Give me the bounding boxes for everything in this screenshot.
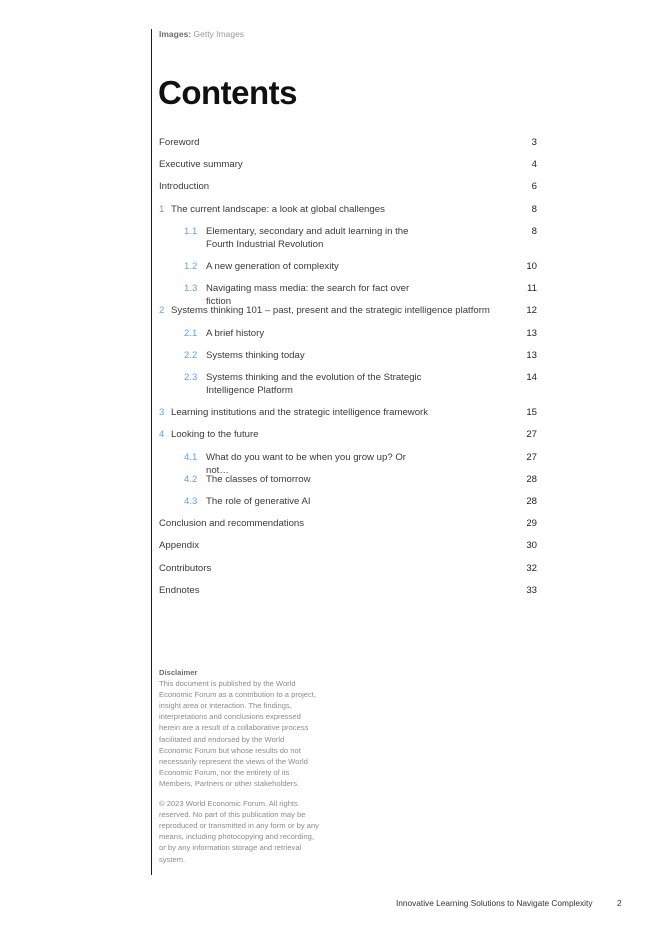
toc-entry-page: 8: [531, 226, 537, 237]
toc-entry-page: 29: [526, 518, 537, 529]
toc-entry[interactable]: [159, 327, 537, 340]
toc-entry-page: 12: [526, 305, 537, 316]
toc-entry-page: 15: [526, 407, 537, 418]
toc-entry-page: 11: [527, 283, 537, 294]
toc-entry-number: 4.2: [184, 474, 198, 485]
toc-entry-page: 27: [526, 429, 537, 440]
toc-entry[interactable]: [159, 473, 537, 486]
toc-entry-page: 28: [526, 496, 537, 507]
toc-entry[interactable]: [159, 203, 537, 216]
toc-entry-label: A brief history: [206, 328, 265, 339]
toc-entry-label: Endnotes: [159, 585, 200, 596]
toc-entry-number: 2.3: [184, 372, 198, 383]
toc-entry-label: Contributors: [159, 563, 212, 574]
toc-entry-number: 3: [159, 407, 165, 418]
toc-entry-page: 14: [526, 372, 537, 383]
toc-entry-label: Introduction: [159, 181, 210, 192]
toc-entry[interactable]: [159, 349, 537, 362]
toc-entry-label: Appendix: [159, 540, 200, 551]
toc-entry-label: What do you want to be when you grow up? Or not…: [206, 452, 406, 476]
toc-entry-label: Executive summary: [159, 159, 243, 170]
toc-entry-number: 1.2: [184, 261, 198, 272]
image-credit-value: Getty Images: [193, 29, 245, 39]
toc-entry-label: Navigating mass media: the search for fact over fiction: [206, 283, 410, 307]
toc-entry[interactable]: [159, 584, 537, 597]
toc-entry-label: Learning institutions and the strategic intelligence framework: [171, 407, 429, 418]
toc-entry-number: 4: [159, 429, 165, 440]
toc-entry-label: A new generation of complexity: [206, 261, 339, 272]
toc-entry[interactable]: [159, 517, 537, 530]
toc-entry-label: Foreword: [159, 137, 200, 148]
toc-entry-label: Elementary, secondary and adult learning in the Fourth Industrial Revolution: [206, 226, 409, 250]
toc-entry-number: 2.2: [184, 350, 198, 361]
toc-entry-label: The role of generative AI: [206, 496, 311, 507]
footer-title: Innovative Learning Solutions to Navigate Complexity: [396, 898, 593, 908]
toc-entry-page: 10: [526, 261, 537, 272]
toc-entry-number: 1.3: [184, 283, 198, 294]
toc-entry[interactable]: [159, 562, 537, 575]
margin-rule: [151, 29, 152, 875]
image-credit: [159, 29, 244, 39]
toc-entry-page: 30: [526, 540, 537, 551]
toc-entry-number: 4.3: [184, 496, 198, 507]
toc-entry-number: 1: [159, 204, 165, 215]
toc-entry[interactable]: [159, 406, 537, 419]
toc-entry-page: 4: [531, 159, 537, 170]
toc-entry-page: 27: [526, 452, 537, 463]
copyright-notice: © 2023 World Economic Forum. All rights reserved. No part of this publication may be reproduced or transmitted in any form or by any means, including photocopying and recording, or by any information storage and retrieval system.: [159, 799, 319, 864]
toc-entry-label: Systems thinking and the evolution of the Strategic Intelligence Platform: [206, 372, 422, 396]
toc-entry[interactable]: [159, 495, 537, 508]
toc-entry-label: Looking to the future: [171, 429, 259, 440]
toc-entry-label: Systems thinking today: [206, 350, 305, 361]
toc-entry-page: 13: [526, 350, 537, 361]
toc-entry-label: Conclusion and recommendations: [159, 518, 305, 529]
disclaimer-body: This document is published by the World Economic Forum as a contribution to a project, insight area or interaction. The findings, interpretations and conclusions expressed herein are a result of a collaborative process facilitated and endorsed by the World Economic Forum but whose results do not necessarily represent the views of the World Economic Forum, nor the entirety of its Members, Partners or other stakeholders.: [159, 679, 317, 788]
toc-entry-number: 1.1: [184, 226, 198, 237]
toc-entry[interactable]: [159, 428, 537, 441]
toc-entry[interactable]: [159, 158, 537, 171]
toc-entry-page: 28: [526, 474, 537, 485]
toc-entry-number: 2.1: [184, 328, 198, 339]
toc-entry[interactable]: [159, 304, 537, 317]
disclaimer: [159, 667, 319, 865]
toc-entry-label: Systems thinking 101 – past, present and the strategic intelligence platform: [171, 305, 490, 316]
toc-entry[interactable]: [159, 136, 537, 149]
toc-entry-label: The classes of tomorrow: [206, 474, 311, 485]
image-credit-label: Images:: [159, 29, 192, 39]
disclaimer-heading: Disclaimer: [159, 668, 198, 677]
toc-entry[interactable]: [159, 180, 537, 193]
toc-entry[interactable]: [159, 539, 537, 552]
toc-entry-page: 6: [531, 181, 537, 192]
toc-entry[interactable]: [159, 225, 537, 251]
toc-entry[interactable]: [159, 371, 537, 397]
toc-entry-page: 8: [531, 204, 537, 215]
toc-entry-page: 13: [526, 328, 537, 339]
footer-page-number: 2: [617, 898, 622, 908]
toc-entry-label: The current landscape: a look at global challenges: [171, 204, 385, 215]
toc-entry-number: 2: [159, 305, 165, 316]
toc-entry[interactable]: [159, 260, 537, 273]
toc-entry-page: 32: [526, 563, 537, 574]
toc-entry-number: 4.1: [184, 452, 198, 463]
toc-entry-page: 3: [531, 137, 537, 148]
page-title: Contents: [158, 74, 297, 111]
toc-entry-page: 33: [526, 585, 537, 596]
